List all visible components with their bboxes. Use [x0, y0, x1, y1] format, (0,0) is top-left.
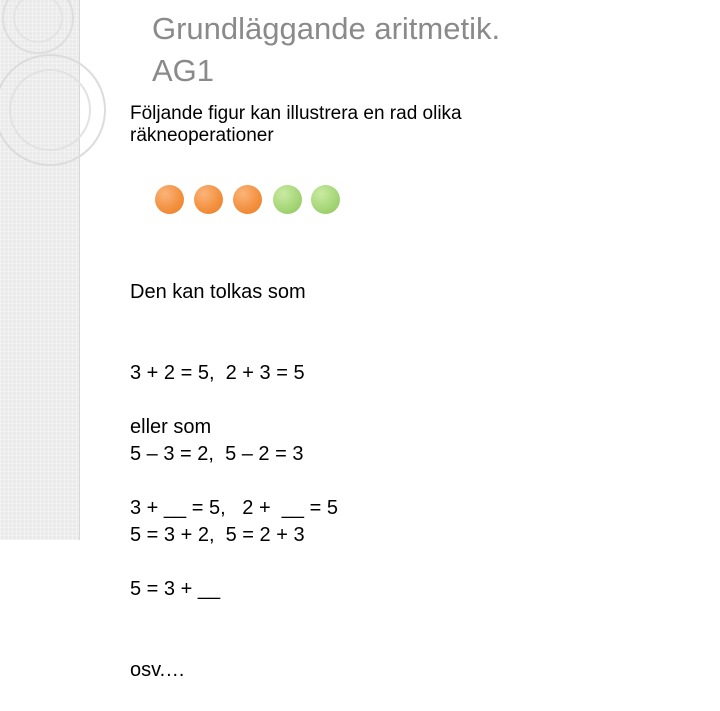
slide-title — [152, 8, 692, 92]
dot-3 — [233, 185, 262, 214]
alternative-heading: eller som — [130, 416, 212, 438]
decorative-circles — [0, 0, 160, 200]
dot-2 — [194, 185, 223, 214]
equation-line: 5 – 3 = 2, 5 – 2 = 3 — [130, 443, 304, 465]
intro-line-2: räkneoperationer — [130, 125, 274, 146]
equation-line: 5 = 3 + 2, 5 = 2 + 3 — [130, 524, 305, 546]
interpretation-heading: Den kan tolkas som — [130, 281, 306, 303]
intro-text — [130, 103, 462, 147]
alternative-block — [130, 360, 338, 711]
dot-5 — [311, 185, 340, 214]
equation-line: 5 = 3 + __ — [130, 578, 221, 600]
title-line-2: AG1 — [152, 53, 215, 88]
dot-4 — [273, 185, 302, 214]
equation-line: 3 + __ = 5, 2 + __ = 5 — [130, 497, 338, 519]
equation-line: osv.… — [130, 659, 186, 681]
dot-1 — [155, 185, 184, 214]
intro-line-1: Följande figur kan illustrera en rad olika — [130, 103, 462, 124]
title-line-1: Grundläggande aritmetik. — [152, 11, 501, 46]
equation-line: 3 + 2 = 5, 2 + 3 = 5 — [130, 362, 305, 384]
